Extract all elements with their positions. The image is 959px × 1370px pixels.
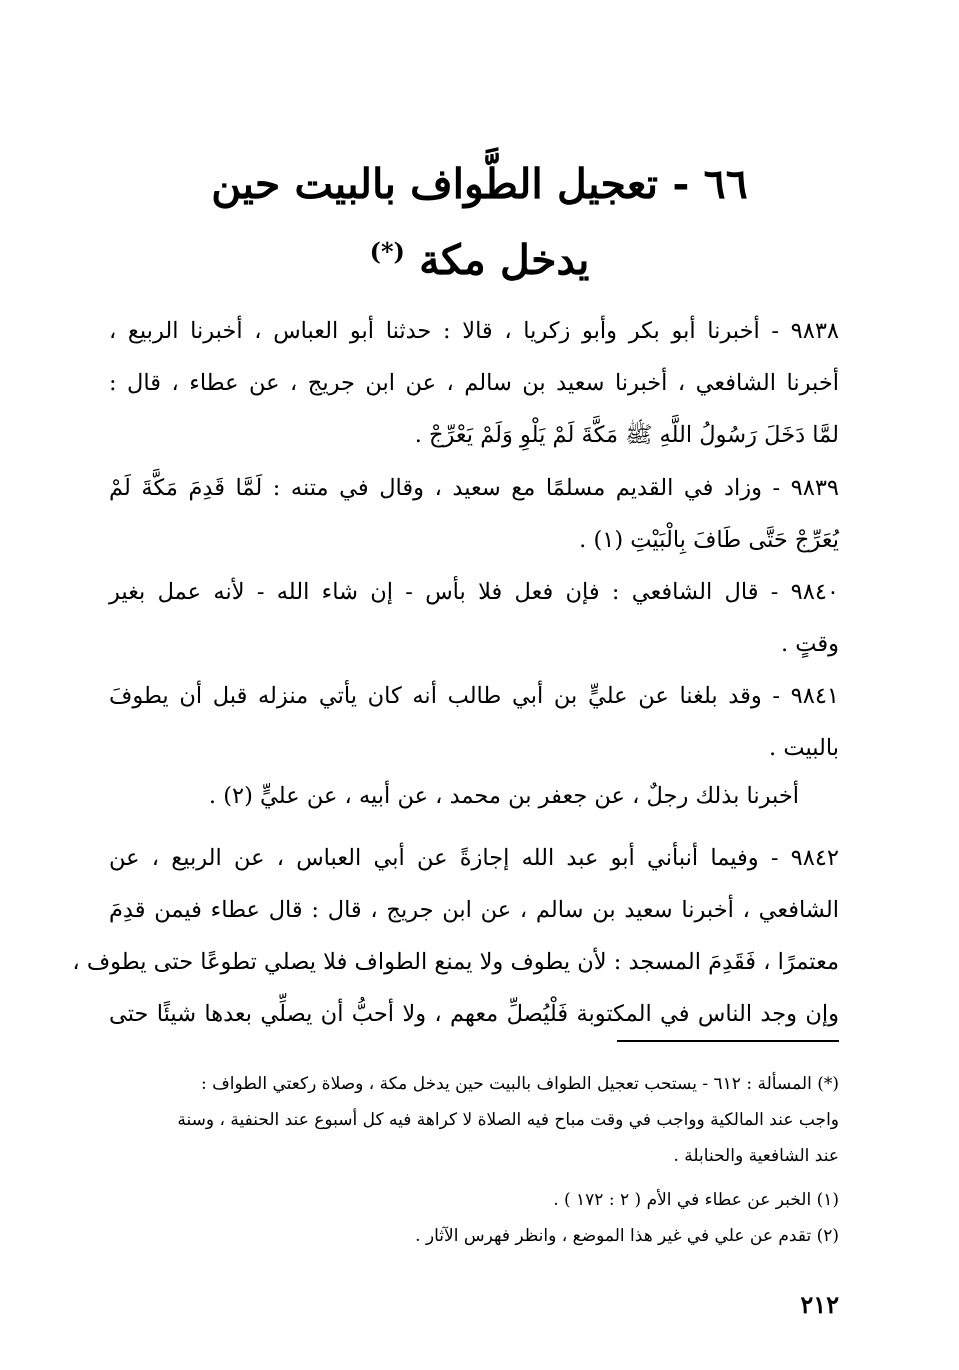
- paragraph-isnad: [109, 770, 839, 822]
- paragraph-9842: [72, 832, 839, 1040]
- text-line: ٩٨٣٩ - وزاد في القديم مسلمًا مع سعيد ، وقال في متنه : لَمَّا قَدِمَ مَكَّةَ لَمْ: [109, 475, 839, 501]
- text-line: وإن وجد الناس في المكتوبة فَلْيُصلِّ معهم ، ولا أحبُّ أن يصلِّي بعدها شيئًا حتى: [109, 1001, 839, 1027]
- footnotes: [109, 1066, 839, 1254]
- text-line: ٩٨٤١ - وقد بلغنا عن عليٍّ بن أبي طالب أنه كان يأتي منزله قبل أن يطوفَ: [109, 683, 839, 709]
- page-number: ٢١٢: [800, 1290, 839, 1319]
- chapter-title-text: ٦٦ - تعجيل الطَّواف بالبيت حين: [211, 160, 748, 208]
- chapter-footnote-marker: (*): [369, 237, 405, 266]
- text-line: ٩٨٤٢ - وفيما أنبأني أبو عبد الله إجازةً عن أبي العباس ، عن الربيع ، عن: [109, 845, 839, 871]
- chapter-title-text-2: يدخل مكة: [419, 236, 590, 284]
- text-line: بالبيت .: [769, 735, 839, 761]
- text-line: ٩٨٤٠ - قال الشافعي : فإن فعل فلا بأس - إن شاء الله - لأنه عمل بغير: [109, 579, 839, 605]
- text-line: وقتٍ .: [780, 631, 839, 657]
- footnote-2: (٢) تقدم عن علي في غير هذا الموضع ، وانظر فهرس الآثار .: [415, 1226, 839, 1246]
- footnote-star-line: (*) المسألة : ٦١٢ - يستحب تعجيل الطواف بالبيت حين يدخل مكة ، وصلاة ركعتي الطواف :: [200, 1074, 839, 1094]
- text-line: لمَّا دَخَلَ رَسُولُ اللَّهِ ﷺ مَكَّةَ لَمْ يَلْوِ وَلَمْ يَعْرِّجْ .: [414, 422, 839, 448]
- text-line: معتمرًا ، فَقَدِمَ المسجد : لأن يطوف ولا يمنع الطواف فلا يصلي تطوعًا حتى يطوف ،: [72, 949, 839, 975]
- paragraph-9838: [109, 305, 839, 461]
- text-line: أخبرنا الشافعي ، أخبرنا سعيد بن سالم ، عن ابن جريج ، عن عطاء ، قال :: [109, 370, 839, 396]
- paragraph-9841: [109, 670, 839, 774]
- footnote-star-line: عند الشافعية والحنابلة .: [673, 1146, 839, 1166]
- text-line: ٩٨٣٨ - أخبرنا أبو بكر وأبو زكريا ، قالا : حدثنا أبو العباس ، أخبرنا الربيع ،: [109, 318, 839, 344]
- text-line: يُعَرِّجْ حَتَّى طَافَ بِالْبَيْتِ (١) .: [579, 527, 839, 553]
- footnote-separator: [617, 1040, 839, 1042]
- chapter-title-line2: [150, 236, 809, 285]
- paragraph-9839: [109, 462, 839, 566]
- text-line: أخبرنا بذلك رجلٌ ، عن جعفر بن محمد ، عن أبيه ، عن عليٍّ (٢) .: [208, 783, 799, 809]
- paragraph-9840: [109, 566, 839, 670]
- footnote-star-line: واجب عند المالكية وواجب في وقت مباح فيه الصلاة لا كراهة فيه كل أسبوع عند الحنفية ، وسنة: [177, 1110, 839, 1130]
- text-line: الشافعي ، أخبرنا سعيد بن سالم ، عن ابن جريج ، قال : قال عطاء فيمن قدِمَ: [109, 897, 839, 923]
- footnote-1: (١) الخبر عن عطاء في الأم ( ٢ : ١٧٢ ) .: [553, 1190, 839, 1210]
- chapter-title-line1: [150, 160, 809, 209]
